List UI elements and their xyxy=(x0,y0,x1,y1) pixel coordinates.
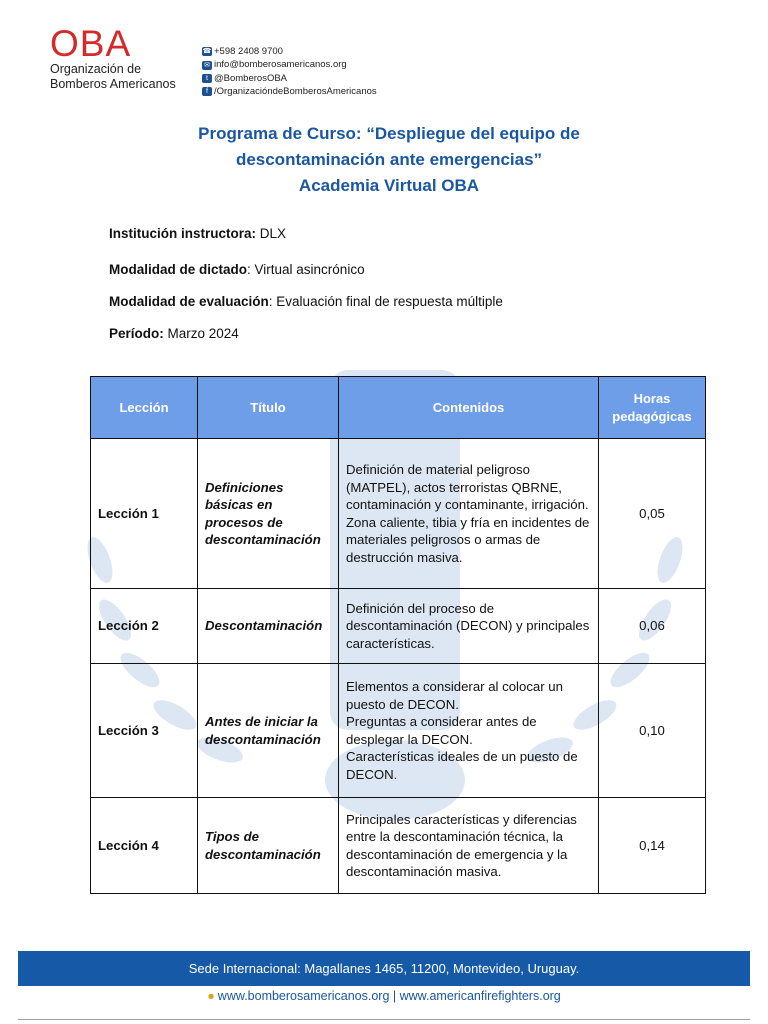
twitter-text[interactable]: @BomberosOBA xyxy=(214,72,288,84)
info-institution xyxy=(109,226,286,241)
info-evaluation xyxy=(109,294,503,309)
content-item: Zona caliente, tibia y fría en incidentes de materiales peligrosos o armas de destrucción masiva. xyxy=(346,514,590,565)
header-contenidos: Contenidos xyxy=(339,377,599,439)
title-cell: Antes de iniciar la descontaminación xyxy=(198,664,339,798)
header-leccion: Lección xyxy=(91,377,198,439)
info-label: Período: xyxy=(109,326,164,341)
title-line1: Programa de Curso: “Despliegue del equipo de xyxy=(198,124,580,143)
phone-text: +598 2408 9700 xyxy=(214,46,283,57)
info-value: : Virtual asincrónico xyxy=(247,262,365,277)
oba-logo xyxy=(50,23,176,92)
header-titulo: Título xyxy=(198,377,339,439)
header-horas: Horas pedagógicas xyxy=(599,377,706,439)
footer-website-links[interactable]: www.bomberosamericanos.org | www.americanfirefighters.org xyxy=(217,989,561,1003)
phone-icon: ☎ xyxy=(202,48,212,56)
contact-facebook xyxy=(202,85,377,98)
course-table xyxy=(90,376,706,894)
footer-address: Sede Internacional: Magallanes 1465, 11200, Montevideo, Uruguay. xyxy=(188,961,580,976)
content-cell xyxy=(339,798,599,894)
info-modality xyxy=(109,262,365,277)
hours-cell: 0,05 xyxy=(599,439,706,589)
email-text[interactable]: info@bomberosamericanos.org xyxy=(214,59,347,71)
info-value: DLX xyxy=(256,226,287,241)
hours-cell: 0,14 xyxy=(599,798,706,894)
info-label: Modalidad de evaluación xyxy=(109,294,269,309)
info-value: Marzo 2024 xyxy=(163,326,239,341)
table-row xyxy=(91,439,706,589)
globe-icon: ● xyxy=(207,989,215,1003)
lesson-cell: Lección 3 xyxy=(91,664,198,798)
content-item: Definición de material peligroso (MATPEL), actos terroristas QBRNE, contaminación y contaminante, irrigación. xyxy=(346,462,589,512)
info-value: : Evaluación final de respuesta múltiple xyxy=(268,294,503,309)
table-row xyxy=(91,664,706,798)
twitter-icon: t xyxy=(202,74,212,83)
info-label: Institución instructora: xyxy=(109,226,257,241)
content-cell xyxy=(339,439,599,589)
org-name-line2: Bomberos Americanos xyxy=(50,77,176,91)
document-title xyxy=(60,121,718,199)
footer-websites xyxy=(18,989,750,1003)
contact-phone xyxy=(202,45,377,58)
hours-cell: 0,06 xyxy=(599,589,706,664)
facebook-icon: f xyxy=(202,87,212,96)
content-cell xyxy=(339,664,599,798)
contact-block xyxy=(202,45,377,99)
lesson-cell: Lección 4 xyxy=(91,798,198,894)
email-icon: ✉ xyxy=(202,61,212,70)
info-period xyxy=(109,326,239,341)
title-cell: Definiciones básicas en procesos de descontaminación xyxy=(198,439,339,589)
lesson-cell: Lección 1 xyxy=(91,439,198,589)
content-item: Elementos a considerar al colocar un puesto de DECON. xyxy=(346,679,563,712)
logo-wordmark: OBA xyxy=(50,23,132,64)
facebook-text[interactable]: /OrganizacióndeBomberosAmericanos xyxy=(214,86,377,98)
title-line3: Academia Virtual OBA xyxy=(298,176,480,195)
footer-divider xyxy=(18,1019,750,1020)
content-item: Características ideales de un puesto de DECON. xyxy=(346,749,578,782)
contact-twitter xyxy=(202,72,377,85)
content-cell xyxy=(339,589,599,664)
footer-address-band xyxy=(18,951,750,986)
content-item: Preguntas a considerar antes de desplegar la DECON. xyxy=(346,714,537,747)
content-item: Principales características y diferencias entre la descontaminación técnica, la descontaminación de emergencia y la descontaminación masiva. xyxy=(346,811,577,879)
lesson-cell: Lección 2 xyxy=(91,589,198,664)
table-row xyxy=(91,589,706,664)
title-cell: Tipos de descontaminación xyxy=(198,798,339,894)
org-name-line1: Organización de xyxy=(50,62,142,76)
contact-email xyxy=(202,58,377,71)
title-line2: descontaminación ante emergencias” xyxy=(235,150,543,169)
table-header-row xyxy=(91,377,706,439)
content-item: Definición del proceso de descontaminación (DECON) y principales características. xyxy=(346,600,590,651)
table-row xyxy=(91,798,706,894)
info-label: Modalidad de dictado xyxy=(109,262,248,277)
hours-cell: 0,10 xyxy=(599,664,706,798)
title-cell: Descontaminación xyxy=(198,589,339,664)
